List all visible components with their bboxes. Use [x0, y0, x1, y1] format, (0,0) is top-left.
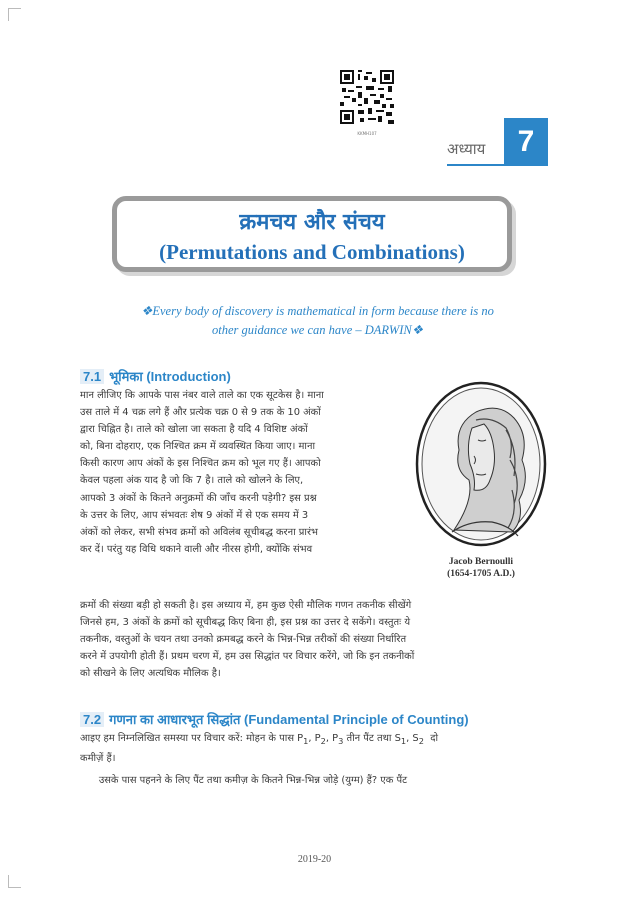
text-line: को, बिना दोहराए, एक निश्चित क्रम में व्यवस्थित किया जाए। माना — [80, 441, 316, 453]
text-line: क्रमों की संख्या बड़ी हो सकती है। इस अध्याय में, हम कुछ ऐसी मौलिक गणन तकनीक सीखेंगे — [80, 600, 412, 611]
section-number: 7.2 — [80, 712, 104, 727]
quote-line-1: Every body of discovery is mathematical in form because there is no — [152, 304, 494, 318]
portrait-name: Jacob Bernoulli — [448, 557, 514, 567]
text-line: कमीज़ें हैं। — [80, 753, 116, 765]
text-line: आइए हम निम्नलिखित समस्या पर विचार करें: मोहन के पास $P_1$, $P_2$, $P_3$ तीन पैंट तथा $S_1$, $S_2$ दो — [80, 733, 439, 746]
text-line: द्वारा चिह्नित है। ताले को खोला जा सकता है यदि 4 विशिष्ट अंकों — [80, 424, 308, 436]
text-line: उस ताले में 4 चक्र लगे हैं और प्रत्येक चक्र 0 से 9 तक के 10 अंकों — [80, 407, 321, 419]
text-line: को सीखने के लिए अत्यधिक मौलिक है। — [80, 668, 221, 680]
text-fragment: उसके पास पहनने के लिए पैंट तथा कमीज़ के कितने भिन्न-भिन्न जोड़े (युग्म) हैं? एक पैंट — [98, 775, 408, 786]
page-footer-year: 2019-20 — [297, 854, 332, 865]
portrait-caption — [414, 556, 548, 580]
crop-mark-top — [8, 8, 21, 21]
quote-line-2: other guidance we can have – DARWIN — [212, 323, 412, 337]
chapter-title-hindi: क्रमचय और संचय — [239, 210, 385, 235]
text-line: केवल पहला अंक याद है जो कि 7 है। ताले को खोलने के लिए, — [80, 475, 304, 487]
text-line: किसी कारण आप अंकों के इस निश्चित क्रम को भूल गए हैं। आपको — [80, 458, 321, 470]
section-title: गणना का आधारभूत सिद्धांत (Fundamental Principle of Counting) — [109, 712, 469, 727]
text-line: कर दें। परंतु यह विधि थकाने वाली और नीरस होगी, क्योंकि संभव — [80, 543, 313, 555]
diamond-bullet-icon: ❖ — [141, 304, 153, 318]
section-heading-introduction — [80, 367, 231, 385]
intro-paragraph-continued — [80, 597, 550, 682]
text-line: तकनीक, वस्तुओं के चयन तथा उनको क्रमबद्ध करने के भिन्न-भिन्न तरीकों की संख्या निर्धारित — [80, 634, 407, 646]
text-line: अंकों को लेकर, सभी संभव क्रमों को अविलंब सूचीबद्ध करना प्रारंभ — [80, 526, 318, 538]
text-line: जिनसे हम, 3 अंकों के क्रमों को सूचीबद्ध किए बिना ही, इस प्रश्न का उत्तर दे सकेंगे। वस्तुतः ये — [80, 617, 411, 629]
qr-code-label: KKMH107 — [357, 131, 377, 136]
text-fragment: तीन पैंट तथा S — [346, 733, 401, 744]
epigraph-quote — [105, 302, 530, 340]
text-line: करने में उपयोगी होती हैं। प्रथम चरण में, हम उस सिद्धांत पर विचार करेंगे, जो कि इन तकनीकों — [80, 651, 415, 663]
text-fragment: आइए हम निम्नलिखित समस्या पर विचार करें: मोहन के पास P — [80, 733, 304, 744]
text-line: आपको 3 अंकों के कितने अनुक्रमों की जाँच करनी पड़ेगी? इस प्रश्न — [80, 492, 317, 504]
text-line — [80, 772, 550, 789]
counting-paragraph-2 — [80, 772, 550, 789]
intro-paragraph — [80, 387, 430, 558]
diamond-bullet-icon: ❖ — [411, 323, 423, 337]
text-fragment: दो — [430, 733, 439, 744]
chapter-underline — [447, 164, 548, 166]
section-heading-counting — [80, 710, 469, 728]
chapter-title-frame — [112, 196, 512, 272]
counting-paragraph — [80, 730, 550, 767]
section-number: 7.1 — [80, 369, 104, 384]
crop-mark-bottom — [8, 875, 21, 888]
text-line: के उत्तर के लिए, आप संभवतः शेष 9 अंकों में से एक समय में 3 — [80, 509, 309, 521]
bernoulli-portrait — [414, 380, 548, 548]
chapter-title-english: (Permutations and Combinations) — [159, 240, 465, 264]
portrait-dates: (1654-1705 A.D.) — [447, 569, 515, 579]
section-title: भूमिका (Introduction) — [109, 369, 231, 384]
chapter-label: अध्याय — [447, 140, 486, 158]
qr-code-icon[interactable] — [340, 70, 394, 124]
text-line: मान लीजिए कि आपके पास नंबर वाले ताले का एक सूटकेस है। माना — [80, 390, 324, 401]
chapter-number-badge: 7 — [504, 118, 548, 166]
